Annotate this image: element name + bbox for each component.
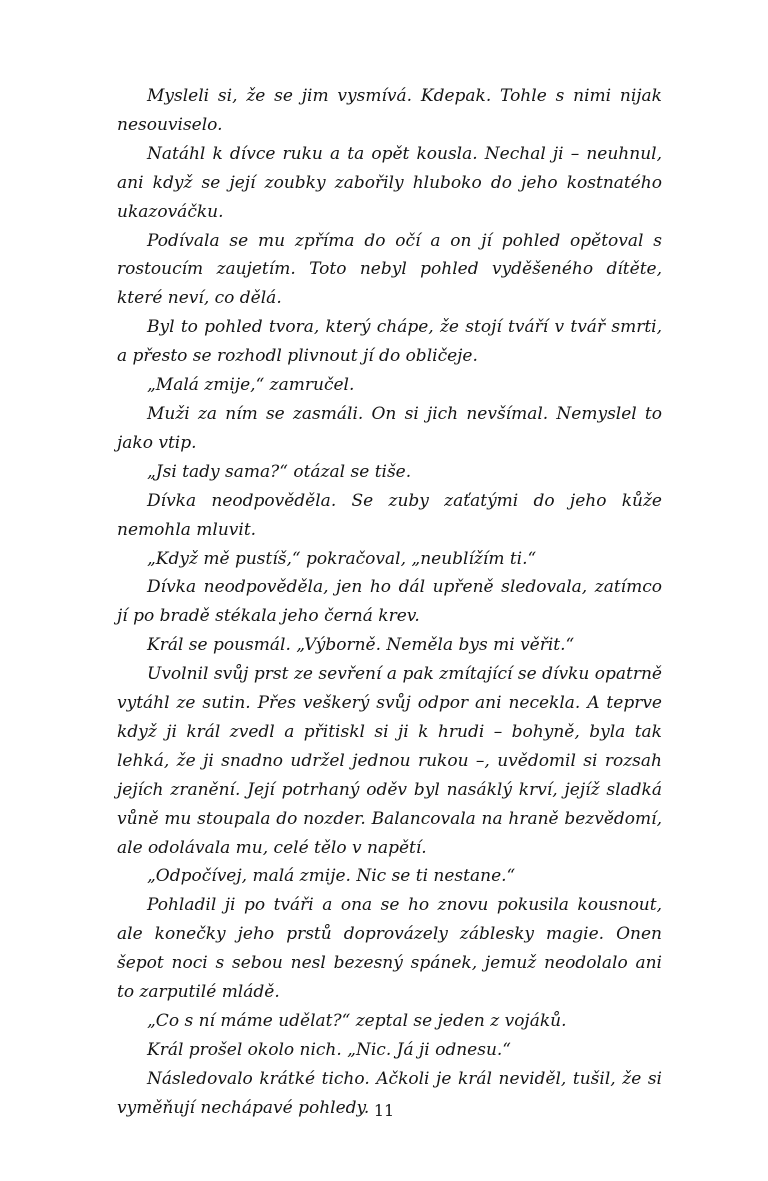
page-number: 11 <box>373 1101 395 1120</box>
paragraph: „Odpočívej, malá zmije. Nic se ti nestane.“ <box>147 866 516 887</box>
paragraph: „Když mě pustíš,“ pokračoval, „neublížím ti.“ <box>147 548 537 569</box>
paragraph: Uvolnil svůj prst ze sevření a pak zmítající se dívku opatrně vytáhl ze sutin. Přes veškerý svůj odpor ani necekla. A teprve když ji král zvedl a přitiskl si ji k hrudi – bohyně, byla tak lehká, že ji snadno udržel jednou rukou –, uvědomil si rozsah jejích zranění. Její potrhaný oděv byl nasáklý krví, jejíž sladká vůně mu stoupala do nozder. Balancovala na hraně bezvědomí, ale odolávala mu, celé tělo v napětí. <box>117 664 662 858</box>
paragraph: Král prošel okolo nich. „Nic. Já ji odnesu.“ <box>147 1039 511 1060</box>
paragraph: Dívka neodpověděla, jen ho dál upřeně sledovala, zatímco jí po bradě stékala jeho černá krev. <box>117 577 662 627</box>
paragraph: Byl to pohled tvora, který chápe, že stojí tváří v tvář smrti, a přesto se rozhodl plivnout jí do obličeje. <box>117 317 662 367</box>
paragraph: „Jsi tady sama?“ otázal se tiše. <box>147 461 412 482</box>
paragraph: Pohladil ji po tváři a ona se ho znovu pokusila kousnout, ale konečky jeho prstů doprovázely záblesky magie. Onen šepot noci s sebou nesl bezesný spánek, jemuž neodolalo ani to zarputilé mládě. <box>117 895 662 1003</box>
paragraph: Mysleli si, že se jim vysmívá. Kdepak. Tohle s nimi nijak nesouviselo. <box>117 86 662 135</box>
paragraph: Dívka neodpověděla. Se zuby zaťatými do jeho kůže nemohla mluvit. <box>117 490 662 540</box>
body-text <box>117 82 662 1123</box>
paragraph: Král se pousmál. „Výborně. Neměla bys mi věřit.“ <box>147 635 575 656</box>
paragraph: Podívala se mu zpříma do očí a on jí pohled opětoval s rostoucím zaujetím. Toto nebyl pohled vyděšeného dítěte, které neví, co dělá. <box>117 230 662 309</box>
paragraph: „Malá zmije,“ zamručel. <box>147 375 355 396</box>
paragraph: Muži za ním se zasmáli. On si jich nevšímal. Nemyslel to jako vtip. <box>117 403 662 453</box>
paragraph: „Co s ní máme udělat?“ zeptal se jeden z vojáků. <box>147 1011 567 1031</box>
paragraph: Následovalo krátké ticho. Ačkoli je král neviděl, tušil, že si vyměňují nechápavé pohledy. <box>117 1068 662 1118</box>
paragraph: Natáhl k dívce ruku a ta opět kousla. Nechal ji – neuhnul, ani když se její zoubky zabořily hluboko do jeho kostnatého ukazováčku. <box>117 143 662 222</box>
